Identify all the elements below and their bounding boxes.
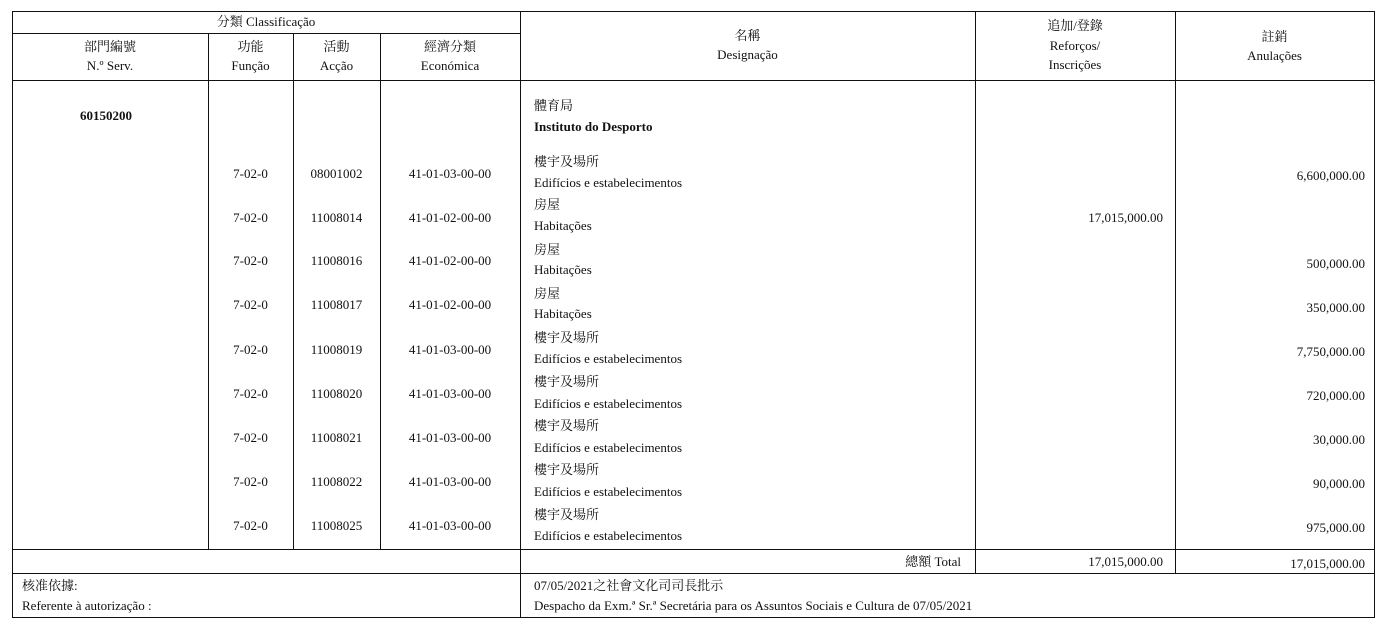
row-anulacao: 30,000.00 [1313,432,1365,447]
func-heading-pt: Função [231,58,270,73]
row-act: 11008021 [310,430,363,445]
func-heading-zh: 功能 [237,39,264,54]
rule-col-name [520,11,521,618]
rule-col-func [208,33,209,549]
row-name-pt: Edifícios e estabelecimentos [534,351,683,366]
row-name-pt: Edifícios e estabelecimentos [534,175,683,190]
reforcos-heading-zh: 追加/登錄 [1047,18,1103,33]
authorization-label-pt: Referente à autorização : [22,598,152,613]
row-name-zh: 樓宇及場所 [534,330,600,345]
row-func: 7-02-0 [233,253,268,268]
row-func: 7-02-0 [233,474,268,489]
row-name-zh: 樓宇及場所 [534,507,600,522]
row-anulacao: 90,000.00 [1313,476,1365,491]
reforcos-heading-pt2: Inscrições [1048,57,1102,72]
dept-heading-zh: 部門編號 [83,39,136,54]
row-econ: 41-01-02-00-00 [408,297,492,312]
row-func: 7-02-0 [233,518,268,533]
row-name-zh: 樓宇及場所 [534,374,600,389]
row-name-pt: Edifícios e estabelecimentos [534,528,683,543]
dept-heading-pt: N.º Serv. [86,58,134,73]
row-reforco: 17,015,000.00 [1088,210,1163,225]
row-act: 11008020 [310,386,363,401]
rule-right [1374,11,1375,618]
row-name-zh: 樓宇及場所 [534,462,600,477]
row-anulacao: 500,000.00 [1306,256,1365,271]
rule-top [12,11,1374,12]
rule-col-reforcos [975,11,976,574]
row-act: 08001002 [310,166,363,181]
row-act: 11008025 [310,518,363,533]
rule-total-top [12,549,1374,550]
name-heading-zh: 名稱 [734,28,761,43]
total-reforcos: 17,015,000.00 [1088,554,1163,569]
row-func: 7-02-0 [233,342,268,357]
row-name-pt: Habitações [534,306,592,321]
row-act: 11008014 [310,210,363,225]
row-name-pt: Habitações [534,218,592,233]
row-name-pt: Habitações [534,262,592,277]
rule-col-econ [380,33,381,549]
row-name-zh: 房屋 [534,197,561,212]
row-func: 7-02-0 [233,297,268,312]
row-econ: 41-01-02-00-00 [408,253,492,268]
row-econ: 41-01-03-00-00 [408,518,492,533]
row-name-zh: 樓宇及場所 [534,418,600,433]
row-econ: 41-01-02-00-00 [408,210,492,225]
row-name-pt: Edifícios e estabelecimentos [534,440,683,455]
row-func: 7-02-0 [233,210,268,225]
row-name-zh: 房屋 [534,242,561,257]
act-heading-pt: Acção [319,58,354,73]
authorization-text-zh: 07/05/2021之社會文化司司長批示 [534,578,724,593]
row-econ: 41-01-03-00-00 [408,430,492,445]
classification-heading: 分類 Classificação [216,14,316,29]
rule-bottom [12,617,1374,618]
dept-name-pt: Instituto do Desporto [534,119,653,134]
anulacoes-heading-zh: 註銷 [1261,29,1288,44]
dept-code: 60150200 [80,108,132,123]
reforcos-heading-pt1: Reforços/ [1049,38,1101,53]
rule-left [12,11,13,618]
row-name-pt: Edifícios e estabelecimentos [534,484,683,499]
rule-classification [12,33,520,34]
row-name-zh: 房屋 [534,286,561,301]
row-act: 11008017 [310,297,363,312]
row-econ: 41-01-03-00-00 [408,166,492,181]
anulacoes-heading-pt: Anulações [1247,48,1302,63]
row-anulacao: 7,750,000.00 [1296,344,1365,359]
row-act: 11008016 [310,253,363,268]
row-econ: 41-01-03-00-00 [408,474,492,489]
act-heading-zh: 活動 [323,39,350,54]
authorization-label-zh: 核准依據: [22,578,78,593]
row-anulacao: 350,000.00 [1306,300,1365,315]
row-func: 7-02-0 [233,386,268,401]
row-act: 11008019 [310,342,363,357]
rule-header-bottom [12,80,1374,81]
econ-heading-pt: Económica [420,58,480,73]
row-act: 11008022 [310,474,363,489]
row-func: 7-02-0 [233,166,268,181]
total-label: 總額 Total [905,554,961,569]
rule-col-act [293,33,294,549]
row-func: 7-02-0 [233,430,268,445]
row-econ: 41-01-03-00-00 [408,386,492,401]
row-anulacao: 975,000.00 [1306,520,1365,535]
total-anulacoes: 17,015,000.00 [1290,556,1365,571]
econ-heading-zh: 經濟分類 [423,39,476,54]
rule-total-bottom [12,573,1374,574]
name-heading-pt: Designação [717,47,778,62]
authorization-text-pt: Despacho da Exm.ª Sr.ª Secretária para os Assuntos Sociais e Cultura de 07/05/2021 [534,598,973,613]
row-anulacao: 6,600,000.00 [1296,168,1365,183]
row-econ: 41-01-03-00-00 [408,342,492,357]
row-name-zh: 樓宇及場所 [534,154,600,169]
dept-name-zh: 體育局 [534,98,574,113]
row-anulacao: 720,000.00 [1306,388,1365,403]
row-name-pt: Edifícios e estabelecimentos [534,396,683,411]
